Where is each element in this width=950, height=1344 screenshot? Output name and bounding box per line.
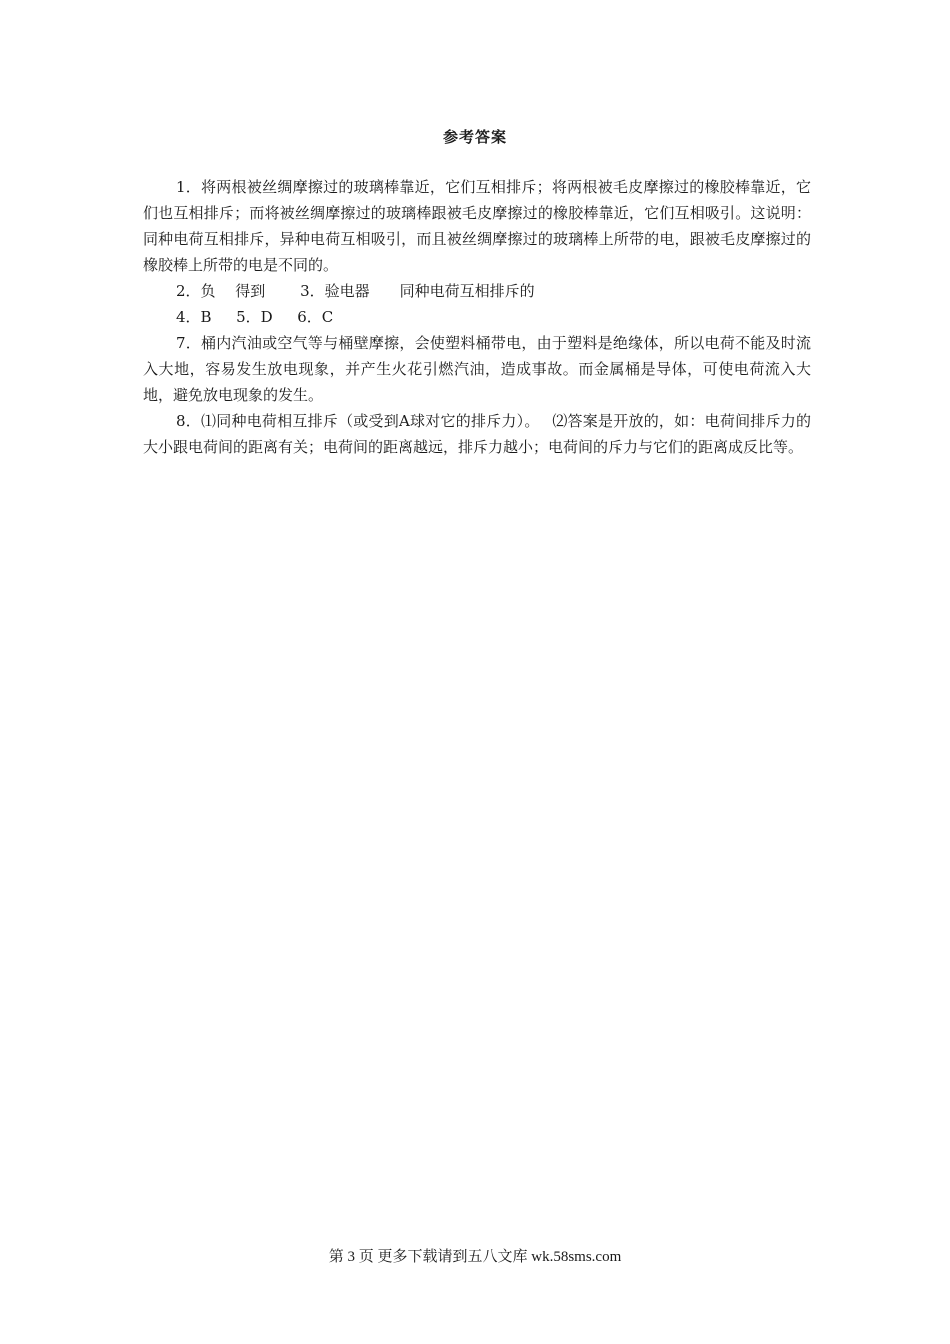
page-footer: 第 3 页 更多下载请到五八文库 wk.58sms.com — [328, 1249, 622, 1265]
answer-list — [143, 174, 811, 460]
answer-2-3: 2．负 得到 3．验电器 同种电荷互相排斥的 — [176, 282, 535, 300]
answer-8: 8．⑴同种电荷相互排斥（或受到A球对它的排斥力）。 ⑵答案是开放的，如：电荷间排斥力的大小跟电荷间的距离有关；电荷间的距离越远，排斥力越小；电荷间的斥力与它们的距离成反比等。 — [143, 412, 811, 456]
answer-4-6: 4．B 5．D 6．C — [176, 308, 334, 326]
answer-1: 1．将两根被丝绸摩擦过的玻璃棒靠近，它们互相排斥；将两根被毛皮摩擦过的橡胶棒靠近，它们也互相排斥；而将被丝绸摩擦过的玻璃棒跟被毛皮摩擦过的橡胶棒靠近，它们互相吸引。这说明：同种电荷互相排斥，异种电荷互相吸引，而且被丝绸摩擦过的玻璃棒上所带的电，跟被毛皮摩擦过的橡胶棒上所带的电是不同的。 — [143, 178, 811, 274]
answer-7: 7．桶内汽油或空气等与桶壁摩擦，会使塑料桶带电，由于塑料是绝缘体，所以电荷不能及时流入大地，容易发生放电现象，并产生火花引燃汽油，造成事故。而金属桶是导体，可使电荷流入大地，避免放电现象的发生。 — [143, 334, 811, 404]
document-title: 参考答案 — [442, 128, 507, 146]
